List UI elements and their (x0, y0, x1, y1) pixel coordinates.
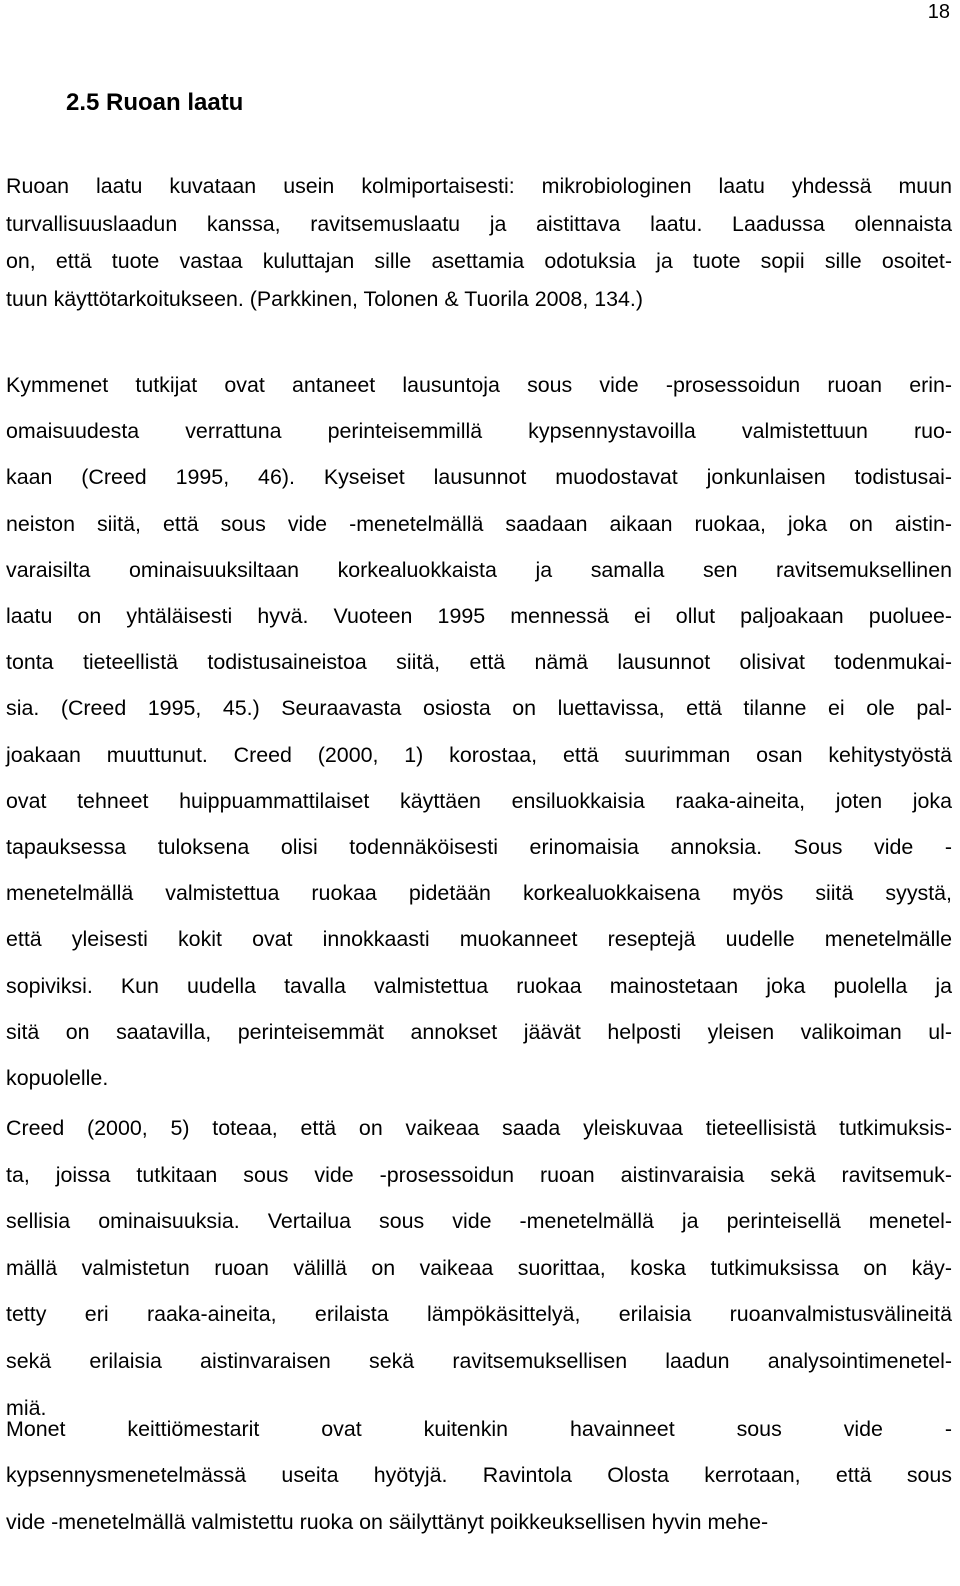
text-line: tetty eri raaka-aineita, erilaista lämpökäsittelyä, erilaisia ruoanvalmistusvälineitä (6, 1302, 952, 1327)
text-line: menetelmällä valmistettua ruokaa pidetään korkealuokkaisena myös siitä syystä, (6, 881, 952, 906)
text-line: tuun käyttötarkoitukseen. (Parkkinen, Tolonen & Tuorila 2008, 134.) (6, 286, 643, 311)
text-line: että yleisesti kokit ovat innokkaasti muokanneet reseptejä uudelle menetelmälle (6, 927, 952, 952)
paragraph-3 (6, 1105, 952, 1431)
section-title: Ruoan laatu (106, 89, 244, 116)
text-line: turvallisuuslaadun kanssa, ravitsemuslaatu ja aistittava laatu. Laadussa olennaista (6, 211, 952, 236)
text-line: vide -menetelmällä valmistettu ruoka on säilyttänyt poikkeuksellisen hyvin mehe- (6, 1509, 769, 1534)
text-line: tonta tieteellistä todistusaineistoa siitä, että nämä lausunnot olisivat todenmukai- (6, 650, 952, 675)
section-number: 2.5 (66, 89, 100, 116)
text-line: kopuolelle. (6, 1066, 109, 1091)
text-line: miä. (6, 1395, 47, 1420)
text-line: sitä on saatavilla, perinteisemmät annokset jäävät helposti yleisen valikoiman ul- (6, 1019, 952, 1044)
text-line: Monet keittiömestarit ovat kuitenkin havainneet sous vide - (6, 1417, 952, 1441)
paragraph-1 (6, 168, 952, 318)
page-number: 18 (927, 1, 950, 23)
text-line: sellisia ominaisuuksia. Vertailua sous vide -menetelmällä ja perinteisellä menetel- (6, 1209, 952, 1234)
text-line: Creed (2000, 5) toteaa, että on vaikeaa saada yleiskuvaa tieteellisistä tutkimuksis- (6, 1116, 952, 1140)
text-line: neiston siitä, että sous vide -menetelmällä saadaan aikaan ruokaa, joka on aistin- (6, 511, 952, 536)
text-line: sopiviksi. Kun uudella tavalla valmistettua ruokaa mainostetaan joka puolella ja (6, 973, 952, 998)
text-line: tapauksessa tuloksena olisi todennäköisesti erinomaisia annoksia. Sous vide - (6, 835, 952, 860)
text-line: on, että tuote vastaa kuluttajan sille asettamia odotuksia ja tuote sopii sille osoitet- (6, 249, 952, 273)
text-line: ovat tehneet huippuammattilaiset käyttäen ensiluokkaisia raaka-aineita, joten joka (6, 788, 952, 813)
text-line: Ruoan laatu kuvataan usein kolmiportaisesti: mikrobiologinen laatu yhdessä muun (6, 174, 952, 198)
paragraph-4 (6, 1406, 952, 1545)
paragraph-2 (6, 362, 952, 1101)
text-line: laatu on yhtäläisesti hyvä. Vuoteen 1995 mennessä ei ollut paljoakaan puoluee- (6, 604, 952, 629)
text-line: mällä valmistetun ruoan välillä on vaikeaa suorittaa, koska tutkimuksissa on käy- (6, 1255, 952, 1280)
text-line: sekä erilaisia aistinvaraisen sekä ravitsemuksellisen laadun analysointimenetel- (6, 1348, 952, 1373)
text-line: kaan (Creed 1995, 46). Kyseiset lausunnot muodostavat jonkunlaisen todistusai- (6, 465, 952, 490)
text-line: varaisilta ominaisuuksiltaan korkealuokkaista ja samalla sen ravitsemuksellinen (6, 557, 952, 582)
text-line: sia. (Creed 1995, 45.) Seuraavasta osiosta on luettavissa, että tilanne ei ole pal- (6, 696, 952, 721)
text-line: joakaan muuttunut. Creed (2000, 1) korostaa, että suurimman osan kehitystyöstä (6, 742, 952, 767)
text-line: Kymmenet tutkijat ovat antaneet lausuntoja sous vide -prosessoidun ruoan erin- (6, 373, 952, 397)
text-line: ta, joissa tutkitaan sous vide -prosessoidun ruoan aistinvaraisia sekä ravitsemuk- (6, 1162, 952, 1187)
section-heading (66, 88, 243, 118)
text-line: kypsennysmenetelmässä useita hyötyjä. Ravintola Olosta kerrotaan, että sous (6, 1463, 952, 1488)
text-line: omaisuudesta verrattuna perinteisemmillä kypsennystavoilla valmistettuun ruo- (6, 419, 952, 444)
